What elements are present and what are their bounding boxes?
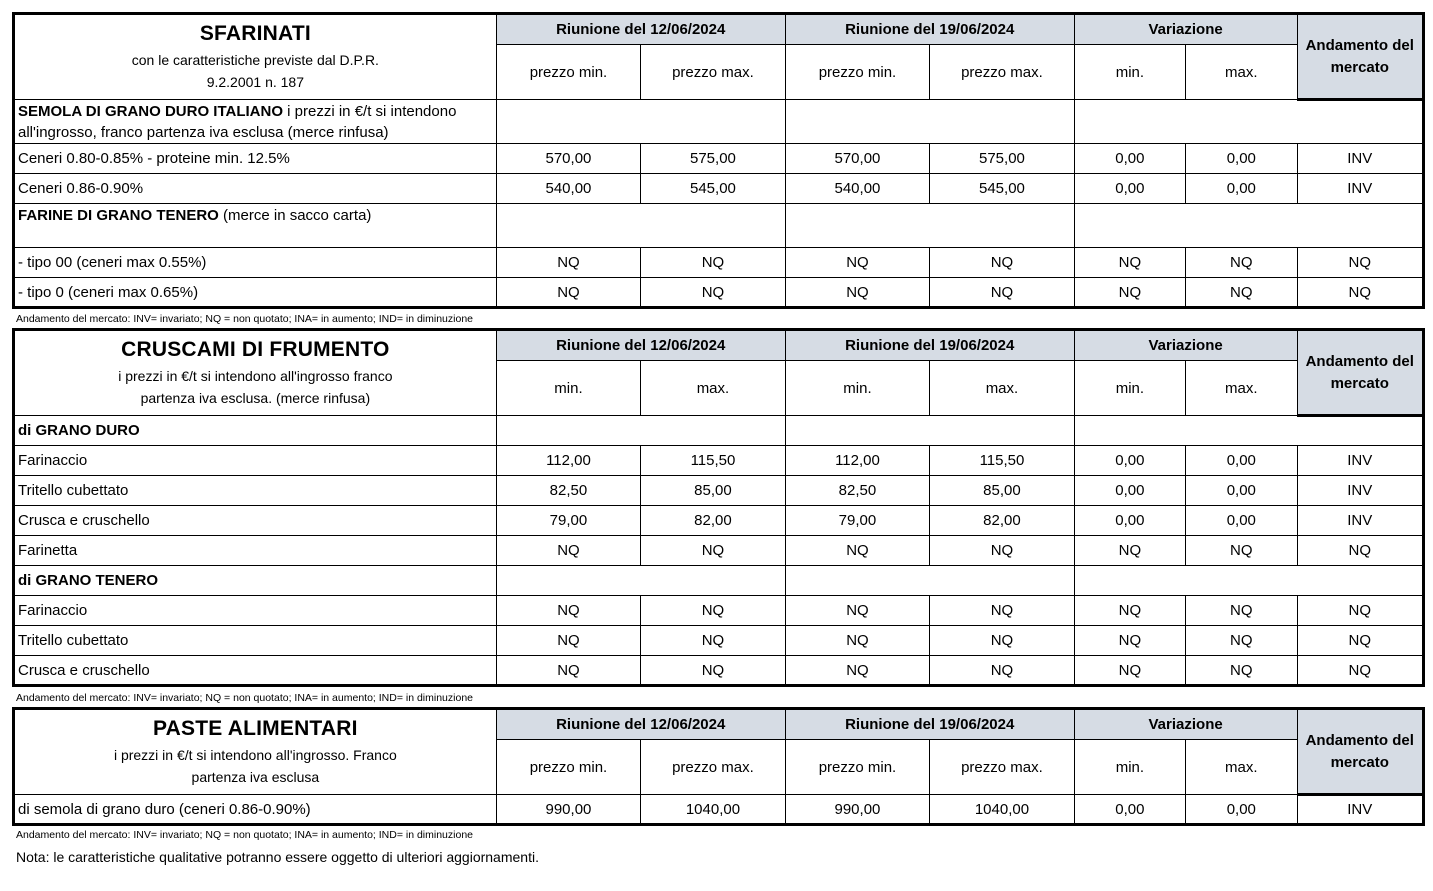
market-header: Andamento del mercato [1297, 14, 1424, 100]
market-cell: NQ [1297, 626, 1424, 656]
variation-cell: NQ [1074, 656, 1185, 686]
variation-cell: 0,00 [1186, 795, 1297, 825]
price-cell: 112,00 [785, 446, 930, 476]
row-label: Crusca e cruschello [14, 506, 497, 536]
price-cell: NQ [496, 656, 641, 686]
market-cell: NQ [1297, 248, 1424, 278]
variation-cell: 0,00 [1074, 506, 1185, 536]
cruscami-table [12, 328, 1425, 687]
market-cell: INV [1297, 476, 1424, 506]
price-cell: NQ [785, 536, 930, 566]
price-cell: 545,00 [930, 174, 1075, 204]
market-header: Andamento del mercato [1297, 330, 1424, 416]
variation-cell: 0,00 [1074, 795, 1185, 825]
section-subtitle-line: i prezzi in €/t si intendono all'ingrosso. Franco [113, 747, 397, 763]
col-max-header: prezzo max. [641, 45, 786, 100]
group-heading-row [14, 100, 1424, 144]
variation-cell: NQ [1186, 626, 1297, 656]
price-cell: 575,00 [930, 144, 1075, 174]
market-cell: NQ [1297, 596, 1424, 626]
section-subtitle-line: con le caratteristiche previste dal D.P.R. [131, 52, 379, 68]
col-max-header: max. [641, 361, 786, 416]
price-cell: NQ [641, 278, 786, 308]
row-label: Crusca e cruschello [14, 656, 497, 686]
variation-cell: 0,00 [1074, 174, 1185, 204]
price-cell: 570,00 [496, 144, 641, 174]
section-title-cell [14, 330, 497, 416]
row-label: Farinaccio [14, 596, 497, 626]
price-cell: 540,00 [496, 174, 641, 204]
variation-header: Variazione [1074, 330, 1297, 361]
col-max-header: max. [930, 361, 1075, 416]
variation-cell: 0,00 [1074, 476, 1185, 506]
group-heading-row [14, 204, 1424, 248]
variation-cell: 0,00 [1186, 476, 1297, 506]
variation-cell: NQ [1186, 278, 1297, 308]
variation-cell: 0,00 [1186, 506, 1297, 536]
market-cell: NQ [1297, 656, 1424, 686]
price-cell: NQ [641, 626, 786, 656]
group-heading-row [14, 566, 1424, 596]
section-title: SFARINATI [199, 22, 311, 45]
price-cell: 990,00 [496, 795, 641, 825]
group-heading: di GRANO DURO [14, 416, 497, 446]
market-cell: INV [1297, 506, 1424, 536]
price-cell: 115,50 [930, 446, 1075, 476]
variation-cell: 0,00 [1186, 446, 1297, 476]
section-title: PASTE ALIMENTARI [153, 717, 358, 740]
price-cell: NQ [785, 656, 930, 686]
table-row [14, 506, 1424, 536]
paste-table [12, 707, 1425, 826]
market-legend: Andamento del mercato: INV= invariato; NQ = non quotato; INA= in aumento; IND= in diminuzione [16, 313, 474, 325]
price-cell: NQ [641, 596, 786, 626]
price-cell: 82,00 [641, 506, 786, 536]
price-cell: 79,00 [785, 506, 930, 536]
col-max-header: prezzo max. [930, 740, 1075, 795]
price-cell: NQ [930, 596, 1075, 626]
table-row [14, 248, 1424, 278]
variation-cell: NQ [1186, 596, 1297, 626]
table-row [14, 476, 1424, 506]
meeting2-header: Riunione del 19/06/2024 [785, 709, 1074, 740]
row-label: Farinetta [14, 536, 497, 566]
price-cell: NQ [496, 536, 641, 566]
group-heading: SEMOLA DI GRANO DURO ITALIANO i prezzi in €/t si intendono all'ingrosso, franco partenza iva esclusa (merce rinfusa) [14, 100, 497, 144]
market-cell: NQ [1297, 278, 1424, 308]
row-label: Tritello cubettato [14, 626, 497, 656]
group-heading: FARINE DI GRANO TENERO (merce in sacco carta) [14, 204, 497, 248]
col-min-header: prezzo min. [785, 740, 930, 795]
market-header: Andamento del mercato [1297, 709, 1424, 795]
price-cell: NQ [785, 278, 930, 308]
variation-header: Variazione [1074, 709, 1297, 740]
meeting2-header: Riunione del 19/06/2024 [785, 14, 1074, 45]
price-cell: NQ [930, 656, 1075, 686]
meeting1-header: Riunione del 12/06/2024 [496, 330, 785, 361]
variation-cell: 0,00 [1186, 144, 1297, 174]
price-cell: 575,00 [641, 144, 786, 174]
variation-cell: NQ [1186, 536, 1297, 566]
var-max-header: max. [1186, 45, 1297, 100]
price-cell: 1040,00 [641, 795, 786, 825]
price-cell: NQ [930, 626, 1075, 656]
meeting1-header: Riunione del 12/06/2024 [496, 709, 785, 740]
table-row [14, 596, 1424, 626]
group-heading: di GRANO TENERO [14, 566, 497, 596]
price-cell: NQ [930, 278, 1075, 308]
variation-cell: NQ [1186, 248, 1297, 278]
col-min-header: prezzo min. [785, 45, 930, 100]
price-cell: NQ [785, 248, 930, 278]
variation-cell: 0,00 [1074, 446, 1185, 476]
col-max-header: prezzo max. [930, 45, 1075, 100]
row-label: Farinaccio [14, 446, 497, 476]
price-cell: NQ [785, 626, 930, 656]
variation-cell: NQ [1074, 536, 1185, 566]
variation-cell: NQ [1074, 248, 1185, 278]
price-cell: NQ [496, 596, 641, 626]
price-cell: NQ [641, 656, 786, 686]
variation-cell: 0,00 [1186, 174, 1297, 204]
row-label: - tipo 00 (ceneri max 0.55%) [14, 248, 497, 278]
price-cell: 545,00 [641, 174, 786, 204]
table-row [14, 795, 1424, 825]
price-cell: NQ [930, 248, 1075, 278]
section-title-cell [14, 709, 497, 795]
price-cell: NQ [496, 248, 641, 278]
market-cell: INV [1297, 795, 1424, 825]
price-cell: 82,00 [930, 506, 1075, 536]
group-heading-row [14, 416, 1424, 446]
price-cell: NQ [641, 536, 786, 566]
market-legend: Andamento del mercato: INV= invariato; NQ = non quotato; INA= in aumento; IND= in diminuzione [16, 829, 474, 841]
section-title-cell [14, 14, 497, 100]
variation-cell: NQ [1074, 626, 1185, 656]
market-cell: INV [1297, 446, 1424, 476]
var-min-header: min. [1074, 45, 1185, 100]
price-cell: NQ [496, 278, 641, 308]
var-min-header: min. [1074, 361, 1185, 416]
col-min-header: prezzo min. [496, 740, 641, 795]
col-max-header: prezzo max. [641, 740, 786, 795]
variation-header: Variazione [1074, 14, 1297, 45]
col-min-header: min. [785, 361, 930, 416]
col-min-header: prezzo min. [496, 45, 641, 100]
price-cell: 85,00 [641, 476, 786, 506]
row-label: Tritello cubettato [14, 476, 497, 506]
var-max-header: max. [1186, 361, 1297, 416]
table-row [14, 144, 1424, 174]
footnote: Nota: le caratteristiche qualitative potranno essere oggetto di ulteriori aggiornamenti. [16, 849, 539, 865]
market-cell: INV [1297, 174, 1424, 204]
section-subtitle-line: partenza iva esclusa [191, 769, 320, 785]
table-row [14, 174, 1424, 204]
variation-cell: 0,00 [1074, 144, 1185, 174]
price-cell: 115,50 [641, 446, 786, 476]
price-cell: NQ [930, 536, 1075, 566]
price-cell: NQ [496, 626, 641, 656]
price-cell: 82,50 [496, 476, 641, 506]
price-cell: NQ [785, 596, 930, 626]
variation-cell: NQ [1186, 656, 1297, 686]
table-row [14, 278, 1424, 308]
price-cell: 82,50 [785, 476, 930, 506]
table-row [14, 446, 1424, 476]
price-cell: 1040,00 [930, 795, 1075, 825]
meeting1-header: Riunione del 12/06/2024 [496, 14, 785, 45]
price-cell: 540,00 [785, 174, 930, 204]
var-min-header: min. [1074, 740, 1185, 795]
section-subtitle-line: i prezzi in €/t si intendono all'ingrosso franco [118, 368, 393, 384]
market-cell: NQ [1297, 536, 1424, 566]
market-cell: INV [1297, 144, 1424, 174]
var-max-header: max. [1186, 740, 1297, 795]
price-cell: 570,00 [785, 144, 930, 174]
row-label: di semola di grano duro (ceneri 0.86-0.90%) [14, 795, 497, 825]
market-legend: Andamento del mercato: INV= invariato; NQ = non quotato; INA= in aumento; IND= in diminuzione [16, 692, 474, 704]
table-row [14, 626, 1424, 656]
row-label: Ceneri 0.80-0.85% - proteine min. 12.5% [14, 144, 497, 174]
price-cell: 85,00 [930, 476, 1075, 506]
row-label: Ceneri 0.86-0.90% [14, 174, 497, 204]
price-cell: 79,00 [496, 506, 641, 536]
table-row [14, 536, 1424, 566]
table-row [14, 656, 1424, 686]
section-title: CRUSCAMI DI FRUMENTO [121, 338, 390, 361]
variation-cell: NQ [1074, 278, 1185, 308]
sfarinati-table [12, 12, 1425, 309]
col-min-header: min. [496, 361, 641, 416]
section-subtitle-line: 9.2.2001 n. 187 [206, 74, 304, 90]
section-subtitle-line: partenza iva esclusa. (merce rinfusa) [140, 390, 371, 406]
price-cell: 990,00 [785, 795, 930, 825]
variation-cell: NQ [1074, 596, 1185, 626]
price-cell: NQ [641, 248, 786, 278]
price-cell: 112,00 [496, 446, 641, 476]
row-label: - tipo 0 (ceneri max 0.65%) [14, 278, 497, 308]
meeting2-header: Riunione del 19/06/2024 [785, 330, 1074, 361]
